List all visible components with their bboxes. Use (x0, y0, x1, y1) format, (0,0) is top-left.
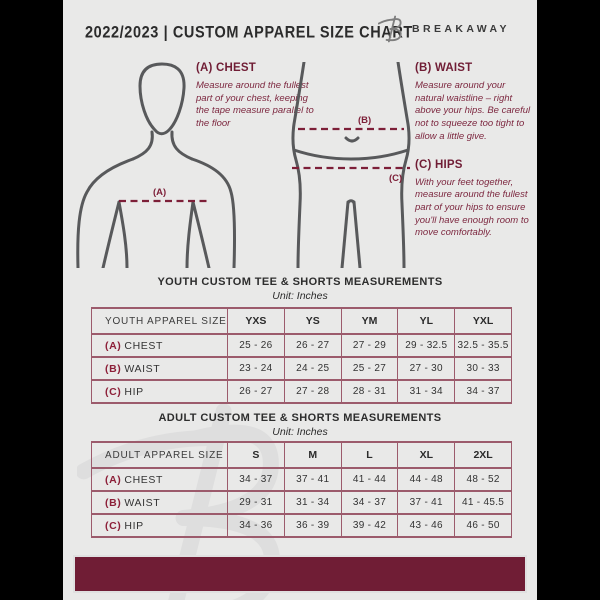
row-label: CHEST (124, 339, 163, 352)
row-label: HIP (124, 519, 144, 532)
brand-lockup (378, 15, 510, 43)
table-row (92, 380, 512, 403)
row-label-cell (92, 514, 228, 537)
hips-heading: (C) HIPS (415, 158, 463, 171)
waist-heading: (B) WAIST (415, 62, 473, 74)
chest-heading: (A) CHEST (196, 62, 256, 74)
size-cell: 25 - 27 (341, 357, 398, 380)
size-cell: 37 - 41 (398, 491, 455, 514)
footer-bar (73, 555, 527, 593)
size-cell: 46 - 50 (455, 514, 512, 537)
row-label: HIP (124, 385, 144, 398)
adult-header-row (92, 442, 512, 468)
size-cell: 28 - 31 (341, 380, 398, 403)
waist-marker-label: (B) (358, 115, 372, 126)
row-label: CHEST (124, 473, 163, 486)
column-header: L (341, 442, 398, 468)
size-cell: 25 - 26 (228, 334, 285, 357)
size-cell: 26 - 27 (228, 380, 285, 403)
size-cell: 44 - 48 (398, 468, 455, 491)
table-row (92, 514, 512, 537)
size-cell: 34 - 37 (228, 468, 285, 491)
size-cell: 30 - 33 (455, 357, 512, 380)
column-header: YL (398, 308, 455, 334)
row-label-cell (92, 357, 228, 380)
youth-section-title: YOUTH CUSTOM TEE & SHORTS MEASUREMENTS (157, 276, 443, 288)
size-cell: 34 - 37 (341, 491, 398, 514)
size-cell: 23 - 24 (228, 357, 285, 380)
size-cell: 31 - 34 (284, 491, 341, 514)
table-row (92, 491, 512, 514)
size-cell: 39 - 42 (341, 514, 398, 537)
row-key: (A) (105, 339, 122, 352)
column-header: YM (341, 308, 398, 334)
adult-section-title: ADULT CUSTOM TEE & SHORTS MEASUREMENTS (158, 412, 442, 424)
size-cell: 43 - 46 (398, 514, 455, 537)
breakaway-logo-icon (378, 15, 406, 43)
row-label: WAIST (124, 362, 161, 375)
waist-body-text: Measure around your natural waistline – right above your hips. Be careful not to squeeze too tight to allow a little give. (415, 80, 531, 142)
row-label: WAIST (124, 496, 161, 509)
brand-name: BREAKAWAY (412, 23, 510, 35)
table-row (92, 334, 512, 357)
size-cell: 34 - 36 (228, 514, 285, 537)
size-cell: 41 - 44 (341, 468, 398, 491)
row-key: (A) (105, 473, 122, 486)
size-cell: 32.5 - 35.5 (455, 334, 512, 357)
page-title: 2022/2023 | CUSTOM APPAREL SIZE CHART (85, 24, 413, 42)
size-cell: 27 - 28 (284, 380, 341, 403)
column-header: YS (284, 308, 341, 334)
column-header: YXL (455, 308, 512, 334)
column-header: 2XL (455, 442, 512, 468)
row-key: (C) (105, 519, 122, 532)
size-cell: 37 - 41 (284, 468, 341, 491)
size-cell: 27 - 29 (341, 334, 398, 357)
size-cell: 29 - 31 (228, 491, 285, 514)
size-cell: 48 - 52 (455, 468, 512, 491)
column-header: S (228, 442, 285, 468)
row-label-cell (92, 380, 228, 403)
size-cell: 24 - 25 (284, 357, 341, 380)
row-label-cell (92, 334, 228, 357)
adult-unit-label: Unit: Inches (272, 426, 328, 438)
column-header: ADULT APPAREL SIZE (92, 442, 228, 468)
waist-hips-instructions (415, 62, 533, 255)
row-key: (B) (105, 362, 122, 375)
row-label-cell (92, 468, 228, 491)
table-row (92, 468, 512, 491)
size-cell: 29 - 32.5 (398, 334, 455, 357)
table-row (92, 357, 512, 380)
chest-marker-label: (A) (153, 187, 167, 198)
column-header: YXS (228, 308, 285, 334)
adult-size-table (91, 441, 512, 538)
column-header: YOUTH APPAREL SIZE (92, 308, 228, 334)
row-key: (B) (105, 496, 122, 509)
size-cell: 31 - 34 (398, 380, 455, 403)
column-header: M (284, 442, 341, 468)
hips-marker-label: (C) (389, 173, 403, 184)
size-cell: 36 - 39 (284, 514, 341, 537)
youth-unit-label: Unit: Inches (272, 290, 328, 302)
youth-header-row (92, 308, 512, 334)
flyer (63, 0, 537, 600)
lower-body-diagram (290, 62, 412, 268)
row-label-cell (92, 491, 228, 514)
chest-body-text: Measure around the fullest part of your chest, keeping the tape measure parallel to the floor (196, 80, 314, 130)
row-key: (C) (105, 385, 122, 398)
size-cell: 34 - 37 (455, 380, 512, 403)
column-header: XL (398, 442, 455, 468)
hips-body-text: With your feet together, measure around the fullest part of your hips to ensure you'll have enough room to move comfortably. (415, 176, 529, 239)
size-cell: 26 - 27 (284, 334, 341, 357)
size-cell: 27 - 30 (398, 357, 455, 380)
youth-size-table (91, 307, 512, 404)
size-cell: 41 - 45.5 (455, 491, 512, 514)
